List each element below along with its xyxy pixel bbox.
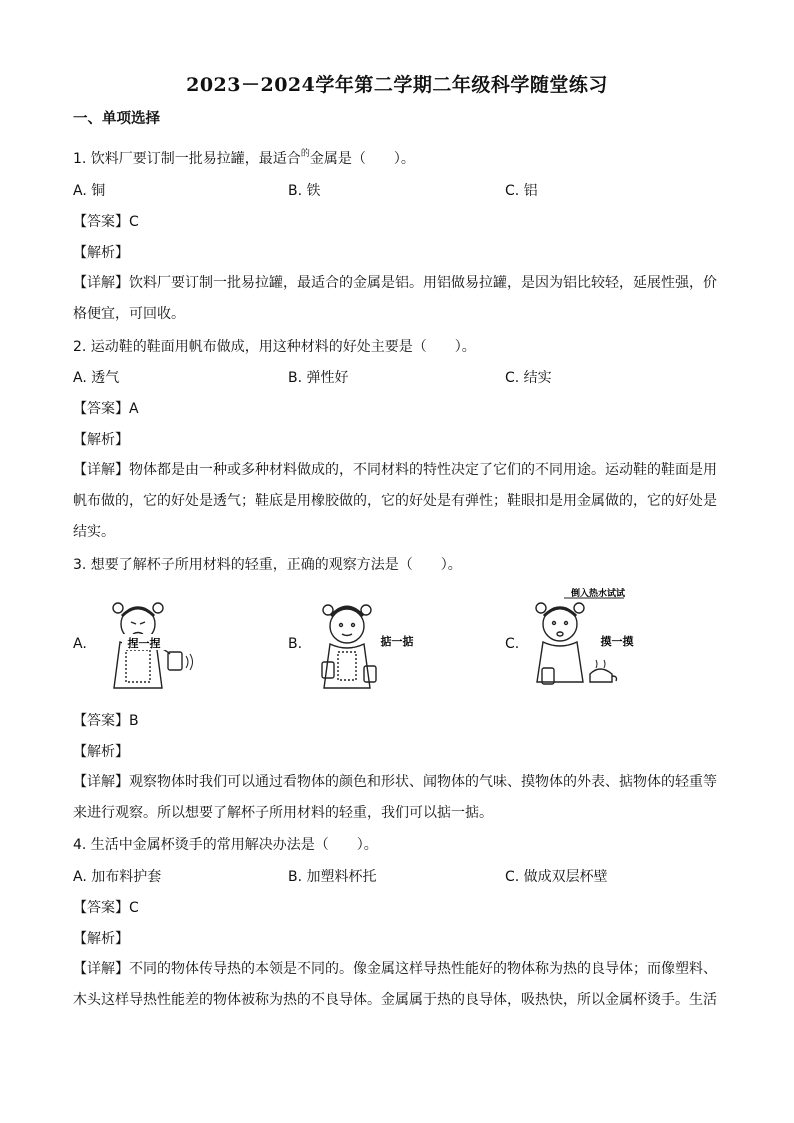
question-1-analysis: 【解析】 — [73, 245, 129, 261]
question-2-stem: 2. 运动鞋的鞋面用帆布做成，用这种材料的好处主要是（ ）。 — [73, 339, 476, 355]
question-1-stem-superscript: 的 — [300, 149, 310, 159]
question-1-option-c: C. 铝 — [505, 183, 538, 199]
question-3-option-c-letter: C. — [505, 636, 520, 652]
question-4-stem: 4. 生活中金属杯烫手的常用解决办法是（ ）。 — [73, 837, 378, 853]
question-1-answer: 【答案】C — [73, 214, 139, 230]
question-3-option-a-letter: A. — [73, 636, 87, 652]
question-4-option-b: B. 加塑料杯托 — [288, 869, 377, 885]
question-4-detail: 【详解】不同的物体传导热的本领是不同的。像金属这样导热性能好的物体称为热的良导体；而像塑料、木头这样导热性能差的物体被称为热的不良导体。金属属于热的良导体，吸热快，所以金属杯烫手。生活 — [73, 961, 717, 1008]
question-2-option-b: B. 弹性好 — [288, 370, 349, 386]
question-3-detail: 【详解】观察物体时我们可以通过看物体的颜色和形状、闻物体的气味、摸物体的外表、掂物体的轻重等来进行观察。所以想要了解杯子所用材料的轻重，我们可以掂一掂。 — [73, 774, 717, 821]
picture-c-label: 摸一摸 — [600, 635, 634, 648]
picture-b-label: 掂一掂 — [380, 635, 414, 648]
question-3-option-b-letter: B. — [288, 636, 303, 652]
question-3-answer: 【答案】B — [73, 713, 139, 729]
picture-c-caption: 倒入热水试试 — [570, 589, 626, 599]
question-1-stem — [73, 150, 415, 170]
question-1-stem-part-a: 1. 饮料厂要订制一批易拉罐，最适合 — [73, 151, 301, 167]
question-1-stem-part-b: 金属是（ ）。 — [309, 151, 415, 167]
question-2-detail: 【详解】物体都是由一种或多种材料做成的，不同材料的特性决定了它们的不同用途。运动鞋的鞋面是用帆布做的，它的好处是透气；鞋底是用橡胶做的，它的好处是有弹性；鞋眼扣是用金属做的，它的好处是结实。 — [73, 462, 717, 540]
question-3-analysis: 【解析】 — [73, 744, 129, 760]
question-4-option-c: C. 做成双层杯壁 — [505, 869, 608, 885]
page-title: 2023－2024学年第二学期二年级科学随堂练习 — [186, 74, 608, 96]
picture-a-label: 捏一捏 — [127, 637, 161, 650]
girl-pinching-cup-illustration — [88, 586, 213, 698]
question-2-answer: 【答案】A — [73, 401, 139, 417]
question-2-option-c: C. 结实 — [505, 370, 552, 386]
question-1-option-a: A. 铜 — [73, 183, 106, 199]
question-2-option-a: A. 透气 — [73, 370, 120, 386]
question-2-analysis: 【解析】 — [73, 432, 129, 448]
girl-touching-cup-illustration — [520, 582, 650, 698]
question-1-detail: 【详解】饮料厂要订制一批易拉罐，最适合的金属是铝。用铝做易拉罐，是因为铝比较轻，延展性强，价格便宜，可回收。 — [73, 275, 717, 322]
question-4-analysis: 【解析】 — [73, 931, 129, 947]
question-4-answer: 【答案】C — [73, 900, 139, 916]
section-heading: 一、单项选择 — [73, 111, 160, 127]
question-4-option-a: A. 加布料护套 — [73, 869, 162, 885]
question-3-stem: 3. 想要了解杯子所用材料的轻重，正确的观察方法是（ ）。 — [73, 557, 462, 573]
question-1-option-b: B. 铁 — [288, 183, 321, 199]
girl-weighing-cups-illustration — [302, 586, 427, 698]
